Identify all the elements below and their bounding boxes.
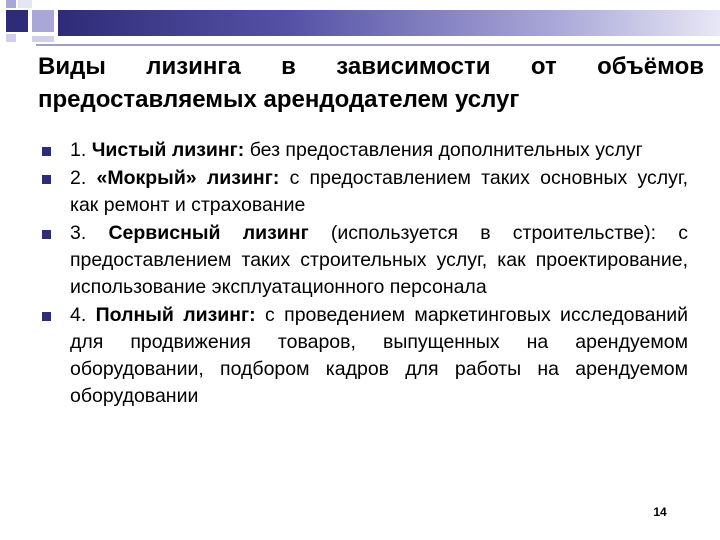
item-term: Полный лизинг: bbox=[95, 304, 256, 326]
bullet-list bbox=[40, 137, 688, 411]
list-item bbox=[40, 302, 688, 410]
item-term: Чистый лизинг: bbox=[91, 139, 245, 161]
deco-square bbox=[6, 10, 28, 32]
item-number: 4. bbox=[70, 304, 87, 326]
item-number: 3. bbox=[70, 222, 87, 244]
deco-square bbox=[6, 34, 16, 42]
list-item bbox=[40, 137, 688, 164]
square-bullet-icon bbox=[42, 312, 51, 321]
item-text: без предоставления дополнительных услуг bbox=[249, 139, 643, 161]
page-number: 14 bbox=[653, 505, 667, 519]
item-term: Сервисный лизинг bbox=[108, 222, 309, 244]
deco-square bbox=[32, 10, 54, 32]
header-gradient-bar bbox=[58, 10, 720, 36]
item-text: с предоставлением таких основных услуг, как ремонт и страхование bbox=[70, 167, 689, 216]
square-bullet-icon bbox=[42, 147, 51, 156]
item-number: 2. bbox=[70, 167, 87, 189]
deco-square bbox=[32, 36, 54, 42]
item-term: «Мокрый» лизинг: bbox=[96, 167, 280, 189]
list-item bbox=[40, 220, 688, 301]
square-bullet-icon bbox=[42, 230, 51, 239]
item-text: с проведением маркетинговых исследований для продвижения товаров, выпущенных на арендуемом оборудовании, подбором кадров для работы на арендуемом оборудовании bbox=[70, 304, 689, 407]
deco-square bbox=[6, 0, 16, 8]
item-number: 1. bbox=[70, 139, 87, 161]
square-bullet-icon bbox=[42, 175, 51, 184]
item-text: (используется в строительстве): с предоставлением таких строительных услуг, как проектирование, использование эксплуатационного персонала bbox=[70, 222, 689, 298]
list-item bbox=[40, 165, 688, 219]
title-divider bbox=[36, 44, 720, 46]
slide-title: Виды лизинга в зависимости от объёмов предоставляемых арендодателем услуг bbox=[38, 53, 704, 113]
deco-square bbox=[18, 0, 32, 8]
